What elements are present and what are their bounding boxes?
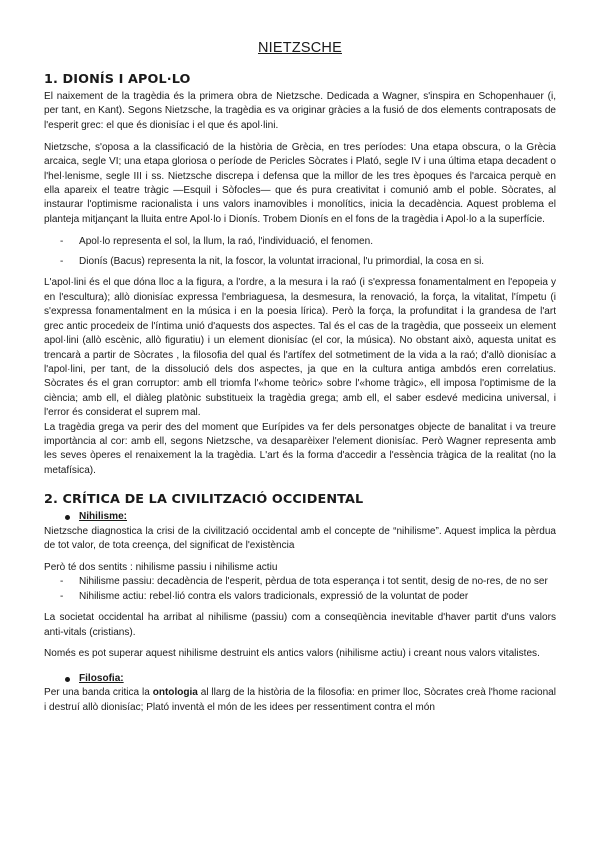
paragraph: El naixement de la tragèdia és la primera obra de Nietzsche. Dedicada a Wagner, s'inspira en Schopenhauer (i, per tant, en Kant). Segons Nietzsche, la tragèdia es va originar gràcies a la fusió de dos elements contraposats de l'esperit grec: el que és dionisíac i el que és apol·lini.: [44, 91, 556, 131]
subheading-nihilisme: [44, 510, 556, 524]
subheading-label: Filosofia:: [79, 672, 124, 684]
paragraph: Però té dos sentits : nihilisme passiu i nihilisme actiu: [44, 561, 278, 573]
dash-list: [44, 235, 556, 270]
bold-term: ontologia: [152, 687, 198, 699]
paragraph: L'apol·lini és el que dóna lloc a la figura, a l'ordre, a la mesura i la raó (i s'expressa fonamentalment en l'epopeia y en l'escultura); allò dionisíac expressa l'embriaguesa, la desmesura, la renovació, la força, la vitalitat, l'ímpetu (i s'expressa fonamentalment en la música i en la poesia lírica). Però la força, la profunditat i la grandesa de l'art grec antic procedeix de l'íntima unió d'aquests dos aspectes. Tal és el cas de la tragèdia, que posseeix un element apol·lini (allò escènic, allò figuratiu) i un element dionisíac (el cor, la música). No obstant això, aquesta unitat es trencarà a partir de Sòcrates , la filosofia del qual és l'artífex del sotmetiment de la vida a la raó; d'allò dionisíac a l'apol·lini, per tant, de la dissolució dels dos aspectes, ja que en la cultura antiga ambdós eren correlatius. Sòcrates és el gran corruptor: amb ell triomfa l'«home teòric» sobre l'«home tràgic», ell imposa l'optimisme de la ciència; amb ell, el diàleg platònic substitueix la tragèdia grega; amb ell, el saber esdevé medicina universal, i l'error és considerat el suprem mal.: [44, 277, 556, 419]
paragraph: Nietzsche diagnostica la crisi de la civilització occidental amb el concepte de “nihilisme”. Aquest implica la pèrdua de tot valor, de tota creença, del significat de l'existència: [44, 525, 556, 551]
document-title: NIETZSCHE: [258, 40, 342, 56]
paragraph: La tragèdia grega va perir des del moment que Eurípides va fer dels personatges objecte de banalitat i va treure importància al cor: amb ell, segons Nietzsche, va desaparèixer l'element dionisíac. Però Wagner representa amb les seves òperes el renaixement la la tragèdia. L'art és la forma d'accedir a l'essència tràgica de la realitat (no la metafísica).: [44, 421, 556, 476]
subheading-label: Nihilisme:: [79, 511, 128, 523]
paragraph: Per una banda critica la ontologia al llarg de la història de la filosofia: en primer lloc, Sòcrates creà l'home racional i destruí allò dionisíac; Plató inventà el món de les idees per ressentiment contra el món: [44, 687, 556, 713]
list-item: - Nihilisme actiu: rebel·lió contra els valors tradicionals, expressió de la voluntat de poder: [44, 590, 556, 604]
section-dionis-apollo: [44, 72, 556, 478]
dash-list: [44, 575, 556, 604]
section-heading: 2. CRÍTICA DE LA CIVILITZACIÓ OCCIDENTAL: [44, 492, 364, 508]
list-item: - Nihilisme passiu: decadència de l'esperit, pèrdua de tota esperança i tot sentit, desig de no-res, de no ser: [44, 575, 556, 589]
list-item: - Dionís (Bacus) representa la nit, la foscor, la voluntat irracional, l'u primordial, la cosa en si.: [44, 255, 556, 269]
section-critica-civilitzacio: [44, 492, 556, 715]
list-item: - Apol·lo representa el sol, la llum, la raó, l'individuació, el fenomen.: [44, 235, 556, 249]
paragraph: Només es pot superar aquest nihilisme destruint els antics valors (nihilisme actiu) i creant nous valors vitalistes.: [44, 648, 540, 660]
paragraph: Nietzsche, s'oposa a la classificació de la història de Grècia, en tres períodes: Una etapa obscura, o la Grècia arcaica, segle VI; una etapa gloriosa o període de Pericles Sòcrates i Plató, segle IV i una última etapa decadent o l'hel·lenisme, segle III i ss. Nietzsche discrepa i defensa que la millor de les tres èpoques és l'arcaica perquè en ella apareix el teatre tràgic —Esquil i Sòfocles— que és pura creativitat i comunió amb el poble. Sòcrates, al instaurar l'optimisme racionalista i uns valors inamovibles i monolítics, inicia la decadència. Aquest problema el planteja mitjançant la lluita entre Apol·lo i Dionís. Trobem Dionís en el fons de la tragèdia i Apol·lo a la superfície.: [44, 141, 556, 225]
paragraph: La societat occidental ha arribat al nihilisme (passiu) com a conseqüència inevitable d'haver partit d'uns valors anti-vitals (cristians).: [44, 612, 556, 638]
subheading-filosofia: [44, 672, 556, 686]
section-heading: 1. DIONÍS I APOL·LO: [44, 72, 191, 87]
